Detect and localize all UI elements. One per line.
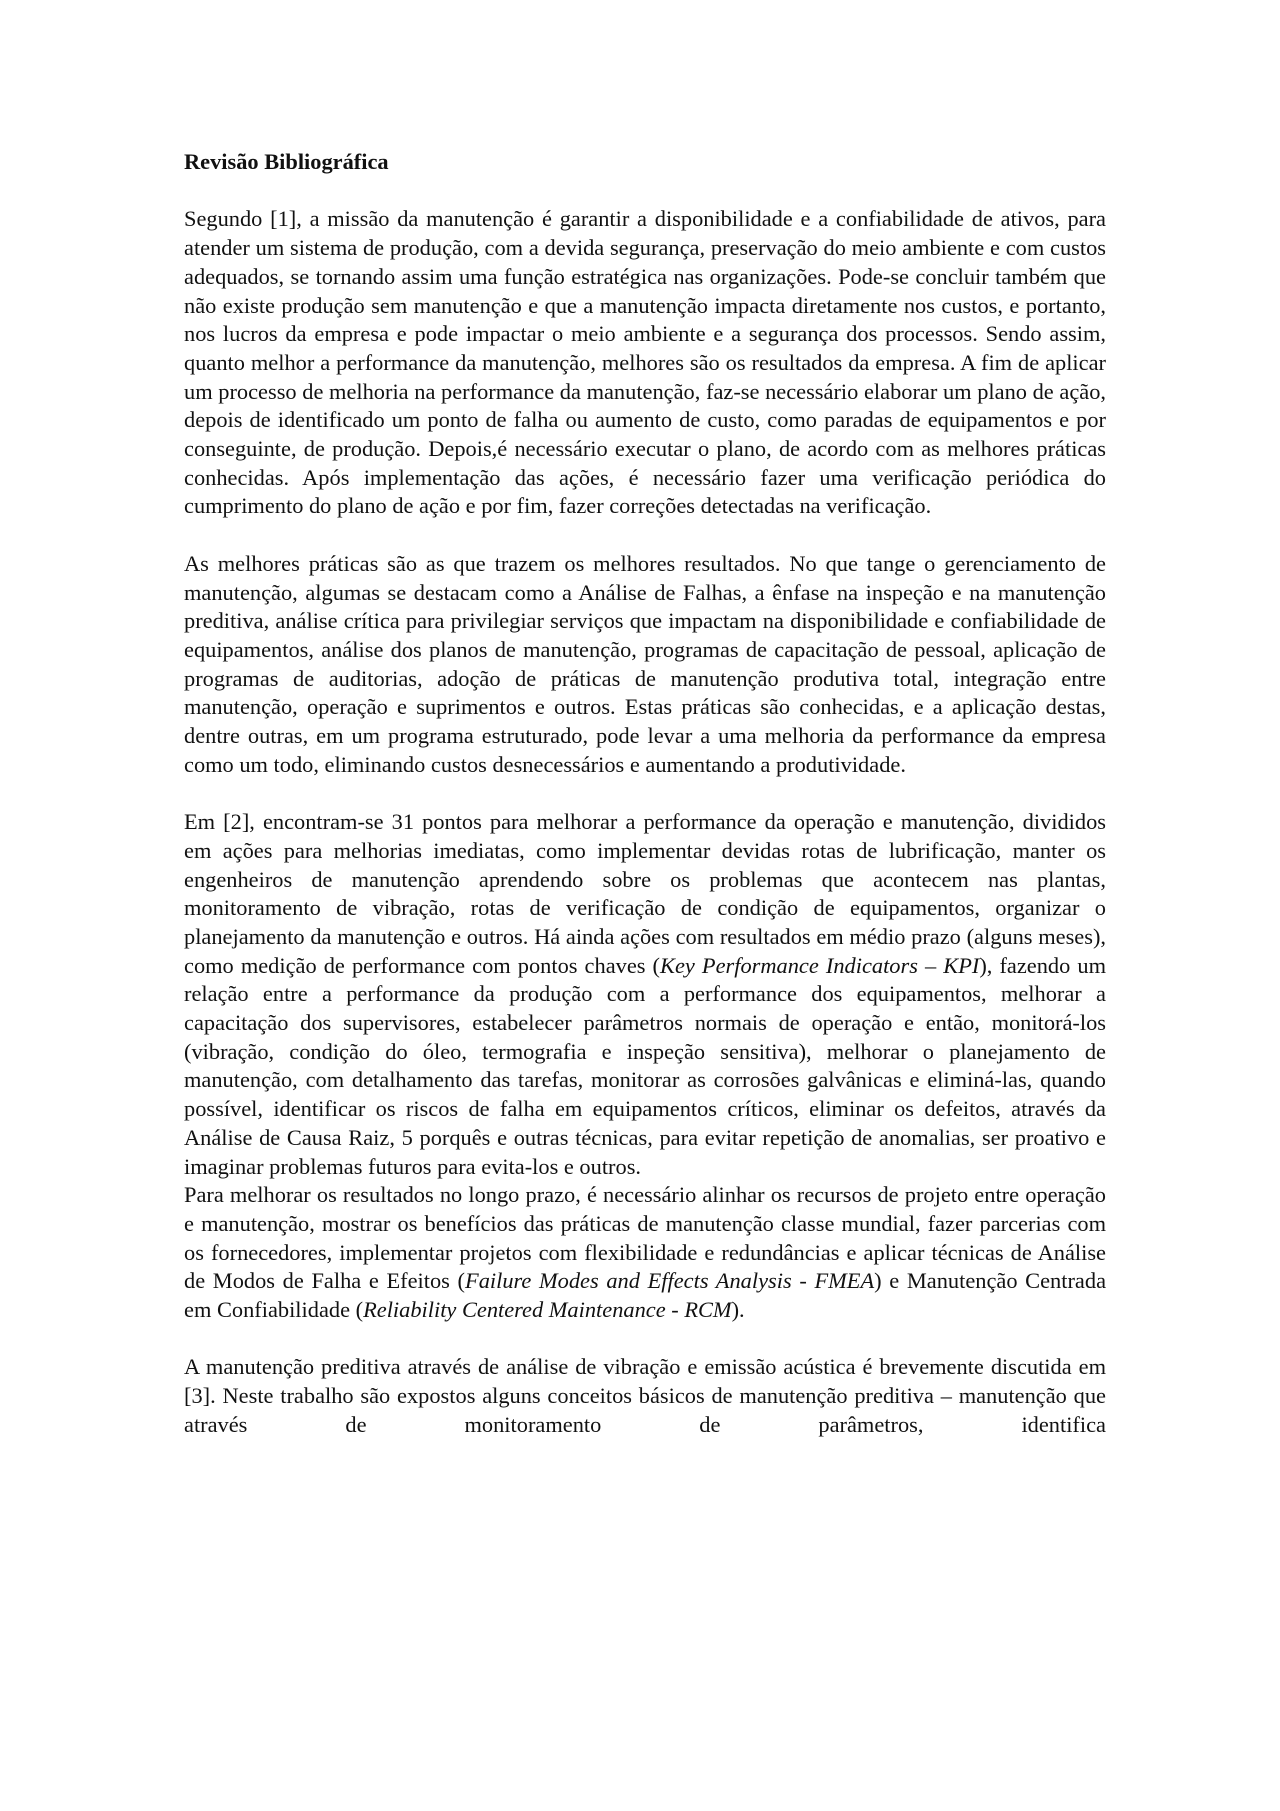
paragraph-3 — [184, 808, 1106, 1181]
paragraph-3-text-a: Em [2], encontram-se 31 pontos para melhorar a performance da operação e manutenção, divididos em ações para melhorias imediatas, como implementar devidas rotas de lubrificação, manter os engenheiros de manutenção aprendendo sobre os problemas que acontecem nas plantas, monitoramento de vibração, rotas de verificação de condição de equipamentos, organizar o planejamento da manutenção e outros. Há ainda ações com resultados em médio prazo (alguns meses), como medição de performance com pontos chaves ( — [184, 809, 1106, 978]
paragraph-2: As melhores práticas são as que trazem os melhores resultados. No que tange o gerenciamento de manutenção, algumas se destacam como a Análise de Falhas, a ênfase na inspeção e na manutenção preditiva, análise crítica para privilegiar serviços que impactam na disponibilidade e confiabilidade de equipamentos, análise dos planos de manutenção, programas de capacitação de pessoal, aplicação de programas de auditorias, adoção de práticas de manutenção produtiva total, integração entre manutenção, operação e suprimentos e outros. Estas práticas são conhecidas, e a aplicação destas, dentre outras, em um programa estruturado, pode levar a uma melhoria da performance da empresa como um todo, eliminando custos desnecessários e aumentando a produtividade. — [184, 550, 1106, 777]
document-page — [184, 148, 1106, 1440]
paragraph-4-text-b: ) e Manutenção Centrada em Confiabilidade ( — [184, 1268, 1107, 1323]
paragraph-1: Segundo [1], a missão da manutenção é garantir a disponibilidade e a confiabilidade de ativos, para atender um sistema de produção, com a devida segurança, preservação do meio ambiente e com custos adequados, se tornando assim uma função estratégica nas organizações. Pode-se concluir também que não existe produção sem manutenção e que a manutenção impacta diretamente nos custos, e portanto, nos lucros da empresa e pode impactar o meio ambiente e a segurança dos processos. Sendo assim, quanto melhor a performance da manutenção, melhores são os resultados da empresa. A fim de aplicar um processo de melhoria na performance da manutenção, faz-se necessário elaborar um plano de ação, depois de identificado um ponto de falha ou aumento de custo, como paradas de equipamentos e por conseguinte, de produção. Depois,é necessário executar o plano, de acordo com as melhores práticas conhecidas. Após implementação das ações, é necessário fazer uma verificação periódica do cumprimento do plano de ação e por fim, fazer correções detectadas na verificação. — [184, 206, 1106, 519]
paragraph-3-text-b: ), fazendo um relação entre a performance da produção com a performance dos equipamentos, melhorar a capacitação dos supervisores, estabelecer parâmetros normais de operação e então, monitorá-los (vibração, condição do óleo, termografia e inspeção sensitiva), melhorar o planejamento de manutenção, com detalhamento das tarefas, monitorar as corrosões galvânicas e eliminá-las, quando possível, identificar os riscos de falha em equipamentos críticos, eliminar os defeitos, através da Análise de Causa Raiz, 5 porquês e outras técnicas, para evitar repetição de anomalias, ser proativo e imaginar problemas futuros para evita-los e outros. — [184, 952, 1106, 1179]
paragraph-4 — [184, 1181, 1106, 1325]
fmea-term: Failure Modes and Effects Analysis - FMEA — [465, 1268, 875, 1294]
paragraph-5: A manutenção preditiva através de análise de vibração e emissão acústica é brevemente discutida em [3]. Neste trabalho são expostos alguns conceitos básicos de manutenção preditiva – manutenção que através de monitoramento de parâmetros, identifica — [184, 1354, 1106, 1437]
section-title: Revisão Bibliográfica — [184, 149, 389, 174]
paragraph-4-text-a: Para melhorar os resultados no longo prazo, é necessário alinhar os recursos de projeto entre operação e manutenção, mostrar os benefícios das práticas de manutenção classe mundial, fazer parcerias com os fornecedores, implementar projetos com flexibilidade e redundâncias e aplicar técnicas de Análise de Modos de Falha e Efeitos ( — [184, 1182, 1106, 1294]
rcm-term: Reliability Centered Maintenance - RCM — [363, 1297, 732, 1323]
kpi-term: Key Performance Indicators – KPI — [660, 952, 980, 978]
paragraph-4-text-c: ). — [731, 1297, 745, 1323]
